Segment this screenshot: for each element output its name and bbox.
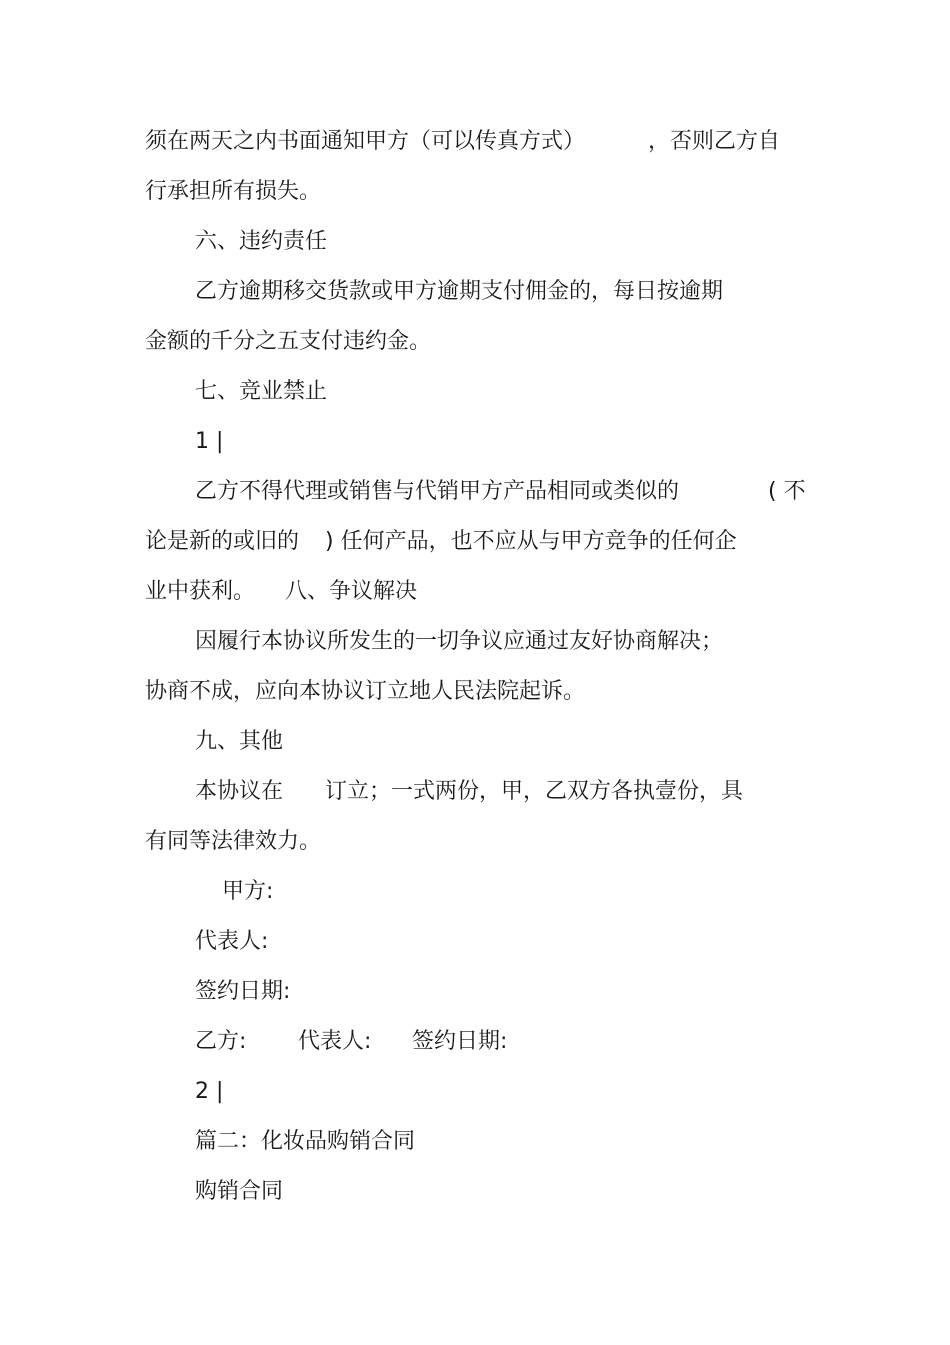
party-a-label: 甲方:	[222, 879, 274, 904]
text-line: 本协议在	[195, 779, 284, 804]
text-line: ，否则乙方自	[648, 129, 781, 154]
text-line: 论是新的或旧的	[145, 529, 300, 554]
sign-date-label: 签约日期:	[412, 1029, 508, 1054]
text-line: 业中获利。	[145, 579, 256, 604]
sign-date-label: 签约日期:	[195, 979, 291, 1004]
section-heading: 七、竞业禁止	[195, 379, 328, 404]
text-line: ) 任何产品，也不应从与甲方竞争的任何企	[325, 529, 737, 554]
text-line: 有同等法律效力。	[145, 829, 322, 854]
text-line: 因履行本协议所发生的一切争议应通过友好协商解决；	[195, 629, 724, 654]
representative-label: 代表人:	[298, 1029, 372, 1054]
contract-title: 购销合同	[195, 1179, 284, 1204]
text-line: 须在两天之内书面通知甲方（可以传真方式）	[145, 129, 586, 154]
text-line: 金额的千分之五支付违约金。	[145, 329, 432, 354]
text-line: 乙方不得代理或销售与代销甲方产品相同或类似的	[195, 479, 680, 504]
page-number: 1 |	[195, 429, 224, 454]
section-heading: 六、违约责任	[195, 229, 328, 254]
section-heading: 九、其他	[195, 729, 284, 754]
text-line: 订立；一式两份，甲，乙双方各执壹份，具	[325, 779, 744, 804]
text-line: 行承担所有损失。	[145, 179, 322, 204]
chapter-title: 篇二：化妆品购销合同	[195, 1129, 416, 1154]
page-number: 2 |	[195, 1079, 224, 1104]
text-line: ( 不	[768, 479, 806, 504]
representative-label: 代表人:	[195, 929, 269, 954]
section-heading: 八、争议解决	[285, 579, 418, 604]
party-b-label: 乙方:	[195, 1029, 247, 1054]
text-line: 协商不成，应向本协议订立地人民法院起诉。	[145, 679, 586, 704]
text-line: 乙方逾期移交货款或甲方逾期支付佣金的，每日按逾期	[195, 279, 724, 304]
